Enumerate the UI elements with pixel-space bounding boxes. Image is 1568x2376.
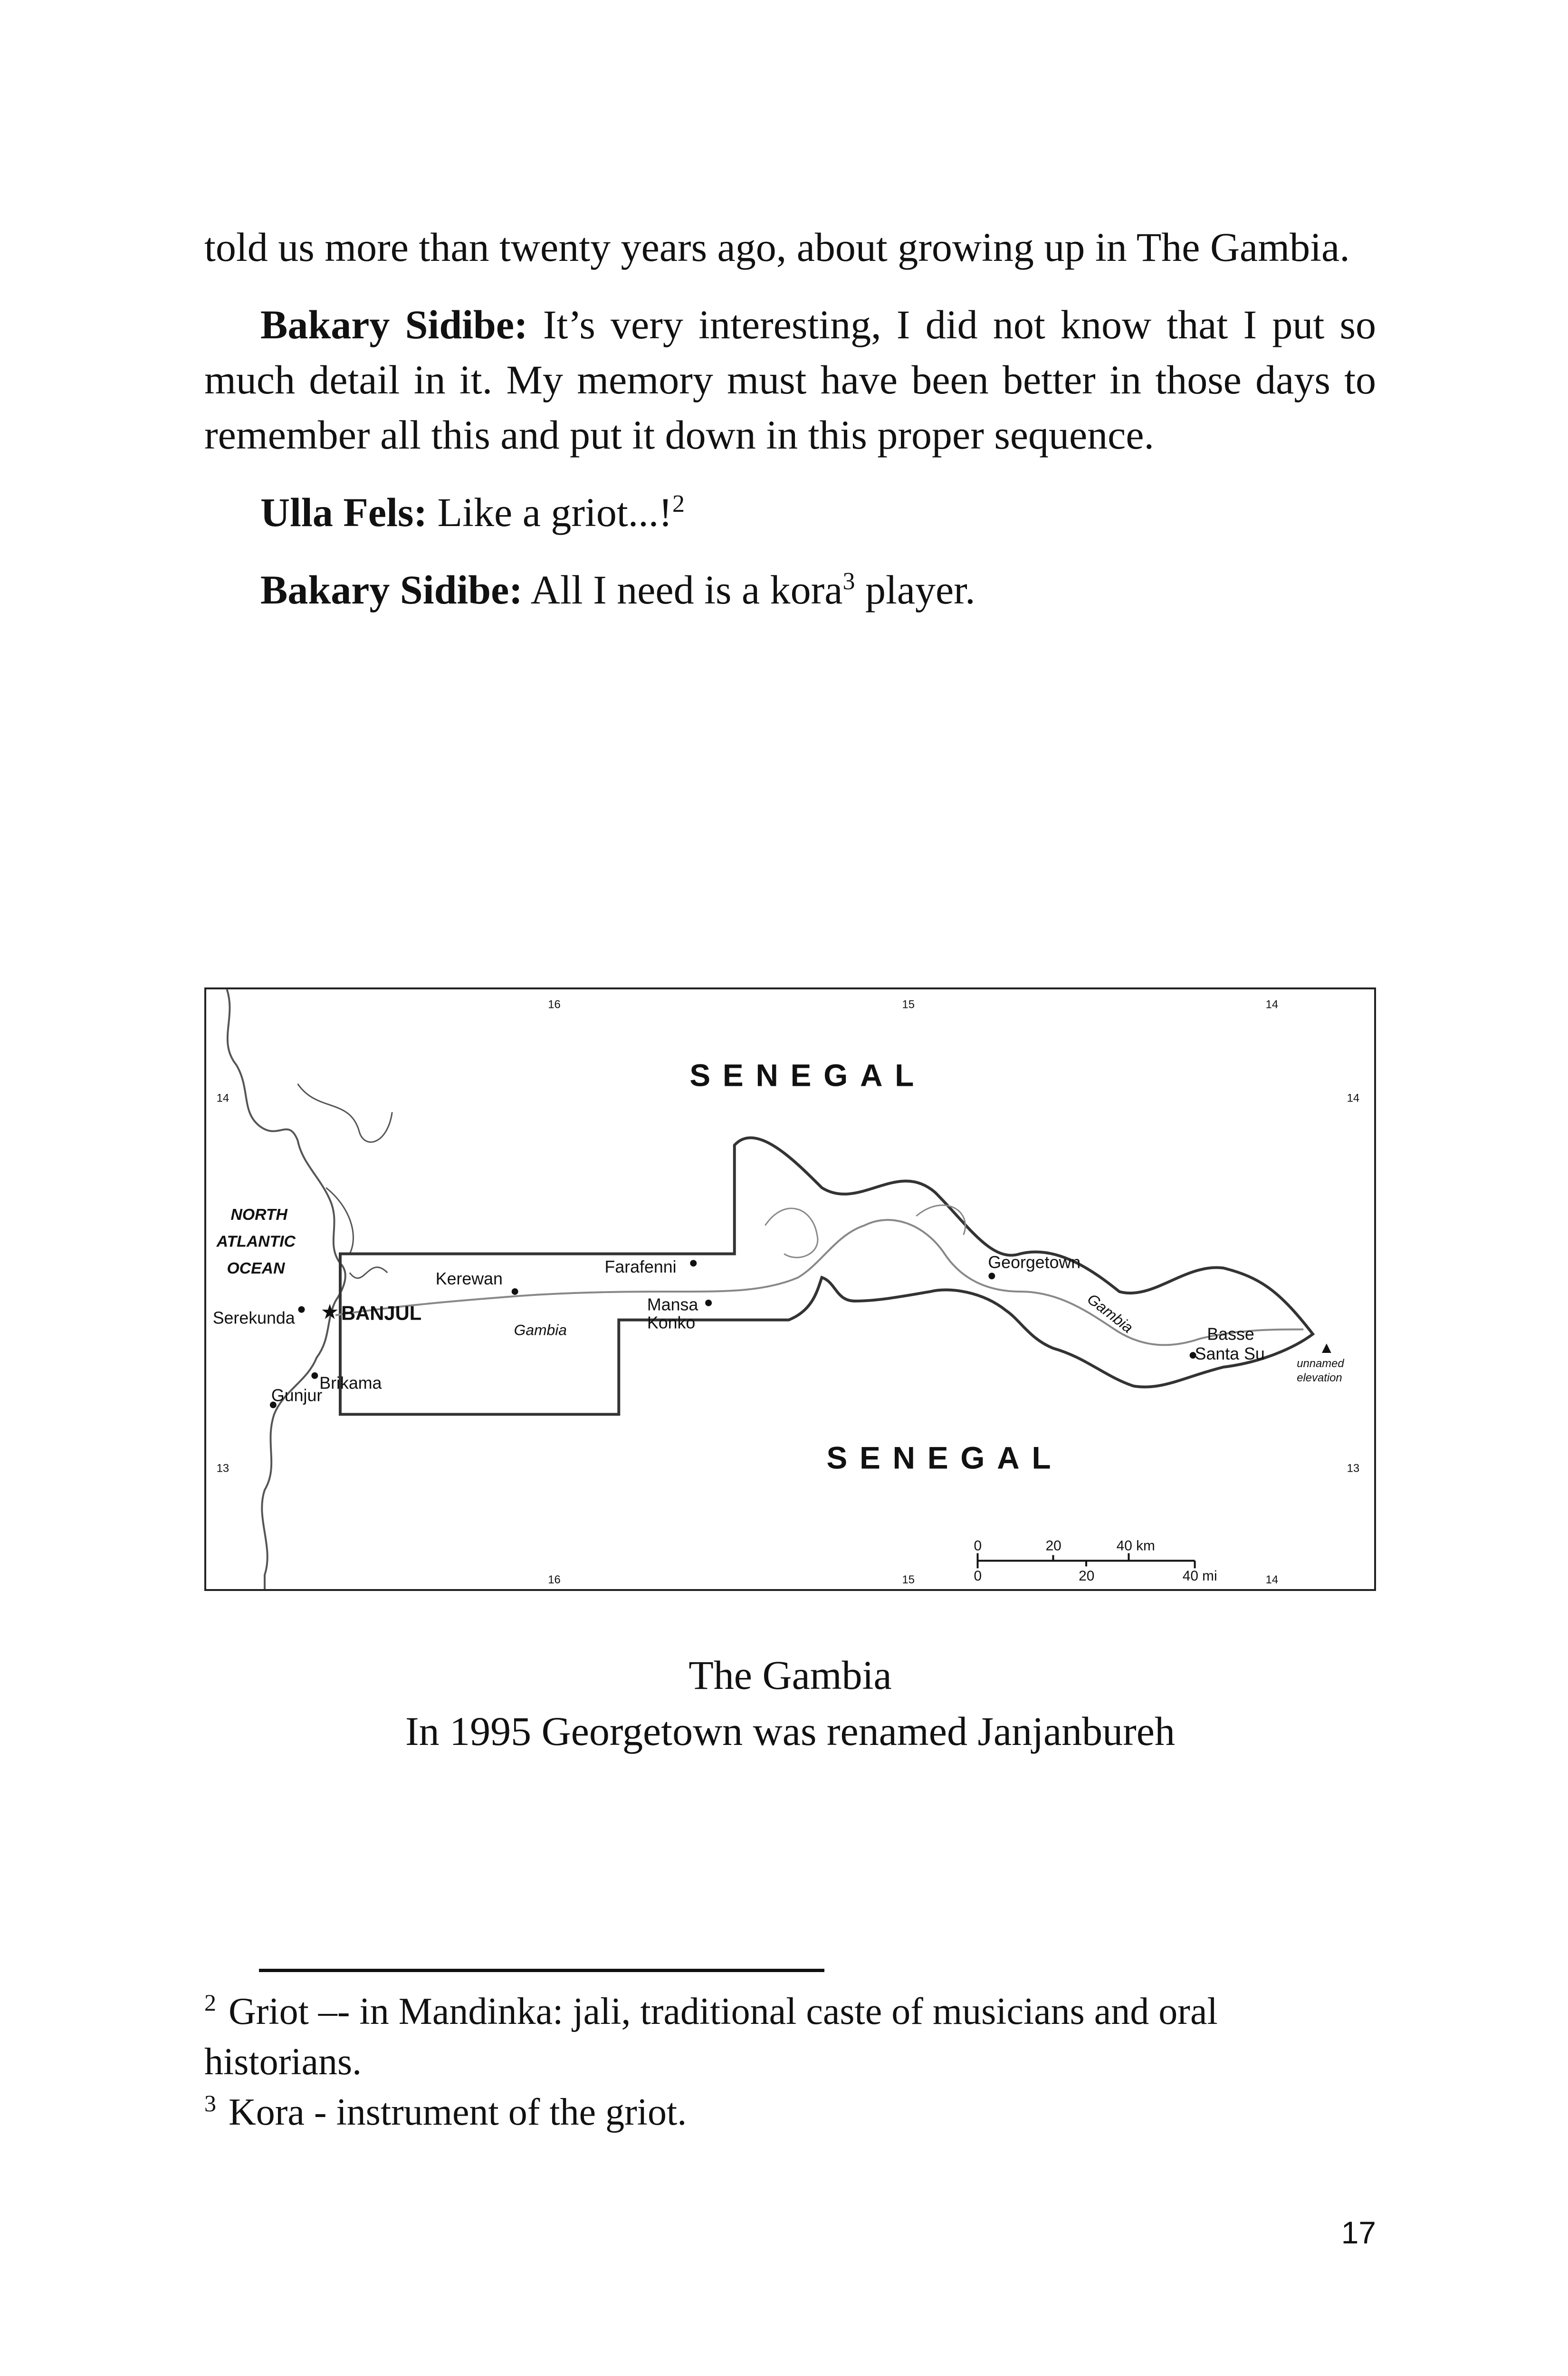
label-brikama: Brikama (319, 1373, 382, 1393)
label-georgetown: Georgetown (988, 1253, 1081, 1272)
label-konko: Konko (647, 1313, 696, 1332)
gambia-map (204, 987, 1376, 1591)
label-kerewan: Kerewan (435, 1269, 503, 1289)
label-ocean-3: OCEAN (227, 1259, 285, 1278)
paragraph-ulla (204, 485, 1376, 540)
tick-top-14: 14 (1265, 998, 1279, 1011)
tick-left-14: 14 (216, 1092, 229, 1105)
label-river-west: Gambia (514, 1321, 567, 1339)
footnote-ref-2[interactable]: 2 (672, 490, 685, 517)
tick-bottom-14: 14 (1265, 1573, 1279, 1587)
speaker-name: Bakary Sidibe: (260, 302, 528, 347)
capital-star-icon: ★ (320, 1300, 339, 1324)
footnotes (204, 1986, 1376, 2137)
tick-bottom-16: 16 (548, 1573, 561, 1587)
footnote-3 (204, 2087, 1376, 2137)
footnote-number: 2 (204, 1989, 216, 2016)
label-gunjur: Gunjur (271, 1386, 323, 1405)
tick-right-14: 14 (1347, 1092, 1360, 1105)
scale-mi-0: 0 (974, 1568, 982, 1584)
label-ocean-2: ATLANTIC (216, 1232, 296, 1251)
label-senegal-south: SENEGAL (826, 1440, 1063, 1475)
label-basse: Basse (1207, 1324, 1254, 1344)
label-senegal-north: SENEGAL (689, 1058, 927, 1093)
dot-serekunda (298, 1306, 305, 1313)
footnote-text: Griot –- in Mandinka: jali, traditional caste of musicians and oral historians. (204, 1991, 1218, 2083)
tick-top-15: 15 (902, 998, 915, 1011)
tick-bottom-15: 15 (902, 1573, 915, 1587)
label-mansa: Mansa (647, 1295, 698, 1314)
paragraph-continuation: told us more than twenty years ago, about growing up in The Gambia. (204, 224, 1350, 270)
dot-georgetown (988, 1273, 995, 1279)
coastline (227, 989, 345, 1589)
tick-right-13: 13 (1347, 1462, 1360, 1475)
river-meander (765, 1205, 965, 1257)
label-river-east: Gambia (1084, 1290, 1137, 1336)
footnote-number: 3 (204, 2090, 216, 2117)
label-elevation-1: unnamed (1297, 1357, 1344, 1370)
tick-top-16: 16 (548, 998, 561, 1011)
label-elevation-2: elevation (1297, 1371, 1342, 1384)
footnote-2 (204, 1986, 1376, 2087)
speech-text: player. (855, 567, 975, 613)
label-serekunda: Serekunda (212, 1308, 295, 1328)
body-text (204, 220, 1376, 617)
map-caption (204, 1647, 1376, 1759)
scale-km-40: 40 km (1116, 1538, 1155, 1554)
scale-km-0: 0 (974, 1538, 982, 1554)
label-farafenni: Farafenni (604, 1257, 677, 1277)
caption-title: The Gambia (688, 1652, 892, 1698)
dot-mansa-konko (705, 1300, 712, 1306)
speech-text: All I need is a kora (522, 567, 843, 613)
scale-mi-20: 20 (1079, 1568, 1095, 1584)
footnote-text: Kora - instrument of the griot. (229, 2091, 687, 2133)
estuary-inlets (298, 1084, 392, 1278)
label-banjul: BANJUL (341, 1302, 422, 1324)
speaker-name: Ulla Fels: (260, 489, 428, 535)
paragraph-bakary-1 (204, 297, 1376, 462)
tick-left-13: 13 (216, 1462, 229, 1475)
dot-kerewan (512, 1288, 518, 1295)
caption-note: In 1995 Georgetown was renamed Janjanbureh (405, 1708, 1175, 1754)
page-number: 17 (1341, 2215, 1376, 2250)
label-santa-su: Santa Su (1195, 1344, 1265, 1364)
paragraph-bakary-2 (204, 562, 1376, 617)
speech-text: It’s very interesting, I did not know that I put so much detail in it. My memory must have been better in those days to remember all this and put it down in this proper sequence. (204, 302, 1376, 458)
scale-mi-40: 40 mi (1182, 1568, 1217, 1584)
speaker-name: Bakary Sidibe: (260, 567, 523, 613)
label-ocean-1: NORTH (230, 1205, 287, 1224)
elevation-triangle-icon: ▲ (1319, 1339, 1335, 1357)
scale-km-20: 20 (1045, 1538, 1061, 1554)
footnote-ref-3[interactable]: 3 (842, 568, 855, 595)
footnote-divider (259, 1969, 824, 1972)
scale-bar (974, 1538, 1217, 1584)
dot-brikama (311, 1372, 318, 1379)
dot-farafenni (690, 1260, 697, 1266)
speech-text: Like a griot...! (427, 489, 672, 535)
map-graphic (206, 989, 1374, 1589)
